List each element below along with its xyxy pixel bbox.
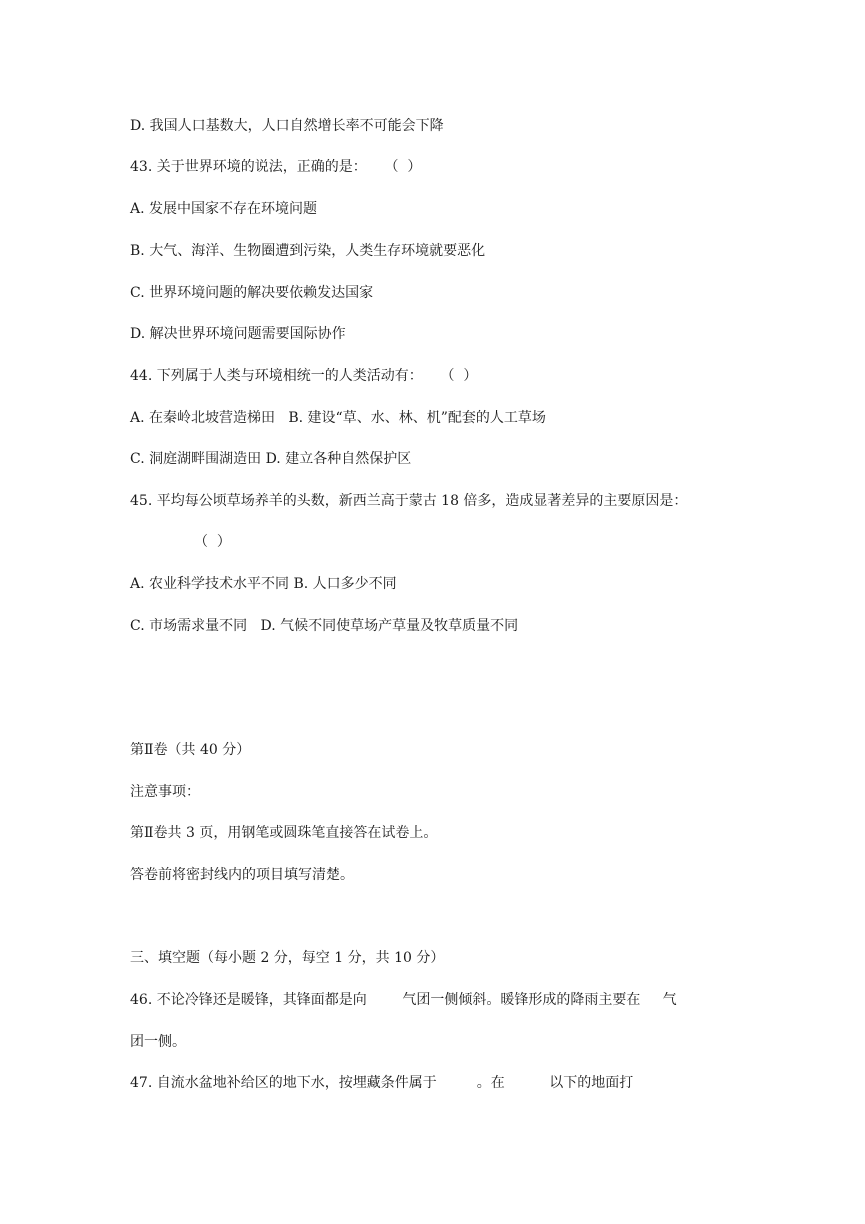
q43-option-a: A. 发展中国家不存在环境问题 (130, 201, 318, 217)
q42-option-d: D. 我国人口基数大，人口自然增长率不可能会下降 (130, 118, 444, 134)
q45-options-cd: C. 市场需求量不同 D. 气候不同使草场产草量及牧草质量不同 (130, 618, 519, 634)
q46-line-2: 团一侧。 (130, 1034, 186, 1050)
notice-item-2: 答卷前将密封线内的项目填写清楚。 (130, 867, 354, 883)
q45-answer-bracket: （ ） (194, 534, 231, 550)
q43-option-b: B. 大气、海洋、生物圈遭到污染，人类生存环境就要恶化 (130, 243, 486, 259)
section-2-title: 第Ⅱ卷（共 40 分） (130, 742, 251, 758)
q44-stem: 44. 下列属于人类与环境相统一的人类活动有： （ ） (130, 368, 478, 384)
q47-line-1: 47. 自流水盆地补给区的地下水，按埋藏条件属于 。在 以下的地面打 (130, 1075, 634, 1091)
q44-options-cd: C. 洞庭湖畔围湖造田 D. 建立各种自然保护区 (130, 451, 412, 467)
q46-line-1: 46. 不论冷锋还是暖锋，其锋面都是向 气团一侧倾斜。暖锋形成的降雨主要在 气 (130, 992, 677, 1008)
q45-stem: 45. 平均每公顷草场养羊的头数，新西兰高于蒙古 18 倍多，造成显著差异的主要原因是： (130, 493, 688, 509)
notice-heading: 注意事项： (130, 784, 200, 800)
fill-blank-section-title: 三、填空题（每小题 2 分，每空 1 分，共 10 分） (130, 950, 445, 966)
q43-option-d: D. 解决世界环境问题需要国际协作 (130, 326, 346, 342)
q45-options-ab: A. 农业科学技术水平不同 B. 人口多少不同 (130, 576, 397, 592)
notice-item-1: 第Ⅱ卷共 3 页，用钢笔或圆珠笔直接答在试卷上。 (130, 825, 438, 841)
q44-options-ab: A. 在秦岭北坡营造梯田 B. 建设“草、水、林、机”配套的人工草场 (130, 410, 546, 426)
q43-stem: 43. 关于世界环境的说法，正确的是： （ ） (130, 159, 422, 175)
q43-option-c: C. 世界环境问题的解决要依赖发达国家 (130, 285, 374, 301)
